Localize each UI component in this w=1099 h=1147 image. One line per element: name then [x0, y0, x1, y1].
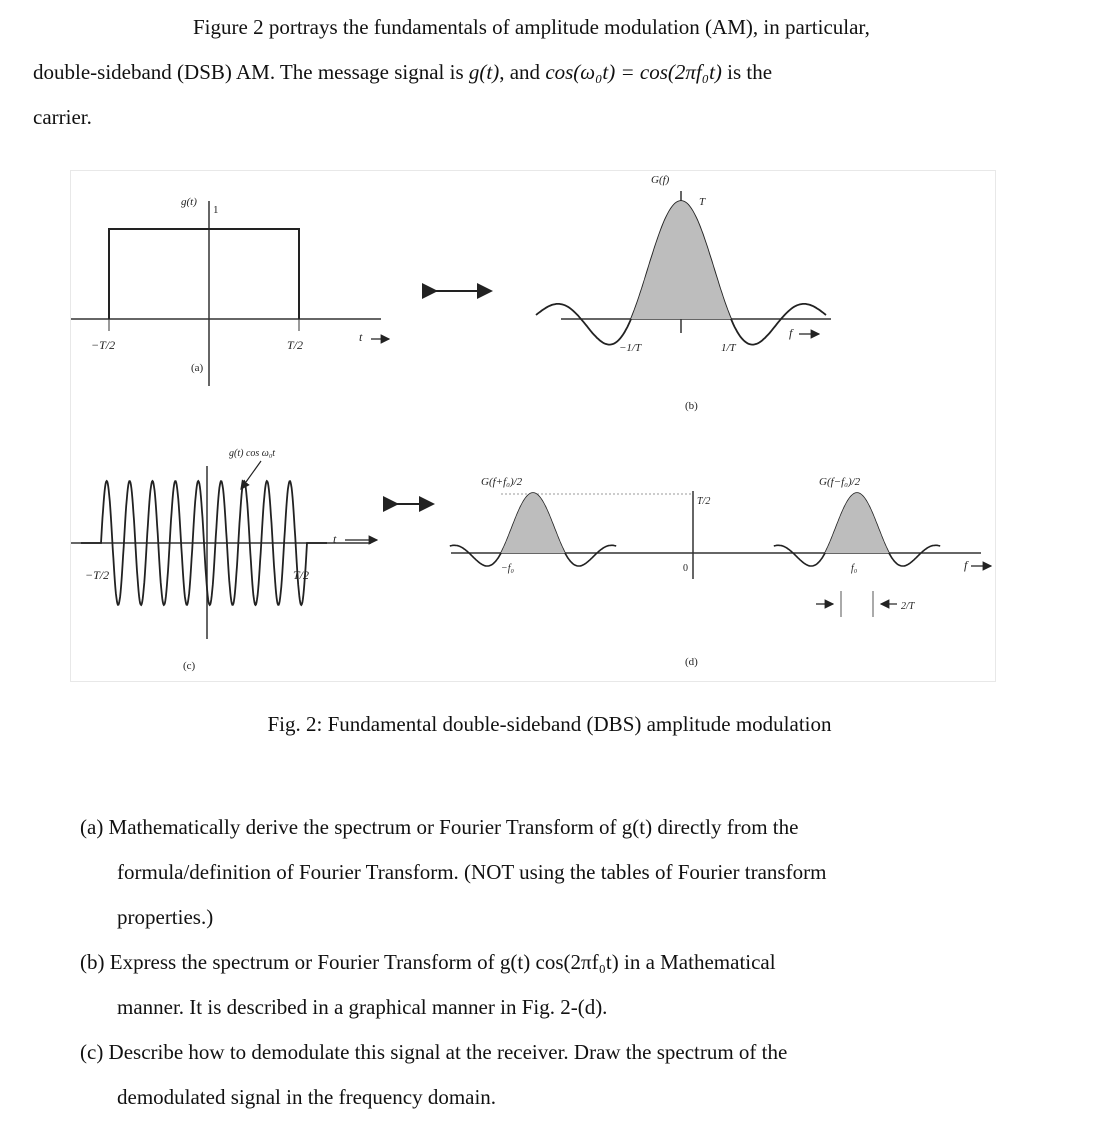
question-b-line-1: (b) Express the spectrum or Fourier Transform of g(t) cos(2πf₀t) in a Mathematical: [80, 950, 776, 974]
panel-c-t-axis-label: t: [333, 532, 337, 546]
figure-2: [70, 170, 996, 682]
message-signal-symbol: g(t): [468, 60, 500, 84]
panel-b-f-axis-label: f: [789, 326, 793, 340]
panel-b-peak: T: [699, 196, 706, 208]
panel-c-pointer: [241, 461, 261, 489]
figure-caption: Fig. 2: Fundamental double-sideband (DBS) amplitude modulation: [267, 712, 832, 736]
rect-pulse: [109, 229, 299, 319]
intro-line-1: Figure 2 portrays the fundamentals of amplitude modulation (AM), in particular,: [193, 15, 870, 39]
panel-a: [71, 196, 389, 386]
intro-line-2-prefix: double-sideband (DSB) AM. The message signal is: [33, 60, 469, 84]
question-c-line-2: demodulated signal in the frequency domain.: [117, 1085, 497, 1109]
panel-b-f-left: −1/T: [619, 342, 642, 354]
question-b-line-2: manner. It is described in a graphical manner in Fig. 2-(d).: [117, 995, 608, 1019]
panel-d-width: 2/T: [901, 601, 915, 612]
panel-d-label: (d): [685, 656, 698, 668]
panel-c-ylabel: g(t) cos ω₀t: [229, 448, 276, 459]
figure-2-svg: [71, 171, 995, 681]
panel-a-amplitude: 1: [213, 204, 219, 216]
intro-line-2-suffix: is the: [721, 60, 773, 84]
panel-d-pos-f0: f₀: [851, 563, 858, 574]
panel-d-left-label: G(f+f₀)/2: [481, 476, 523, 488]
left-sideband-fill: [501, 493, 565, 553]
question-c-line-1: (c) Describe how to demodulate this signal at the receiver. Draw the spectrum of the: [80, 1040, 788, 1064]
panel-b-ylabel: G(f): [651, 174, 670, 186]
sinc-main-lobe: [631, 201, 731, 319]
carrier-expression: cos(ω₀t) = cos(2πf₀t): [545, 60, 722, 84]
panel-a-label: (a): [191, 362, 204, 374]
panel-d-peak: T/2: [697, 496, 711, 507]
panel-c-label: (c): [183, 660, 196, 672]
panel-d-f-axis-label: f: [964, 558, 968, 572]
panel-c: [71, 448, 377, 672]
panel-d-right-label: G(f−f₀)/2: [819, 476, 861, 488]
panel-a-ylabel: g(t): [181, 196, 197, 208]
panel-b-f-right: 1/T: [721, 342, 736, 354]
panel-d: [450, 476, 991, 668]
question-a-line-2: formula/definition of Fourier Transform. (NOT using the tables of Fourier transform: [117, 860, 827, 884]
right-sideband-fill: [825, 493, 889, 553]
question-a-line-1: (a) Mathematically derive the spectrum or Fourier Transform of g(t) directly from the: [80, 815, 799, 839]
panel-d-neg-f0: −f₀: [501, 563, 515, 574]
panel-c-t-left: −T/2: [85, 568, 110, 582]
intro-line-2-mid: , and: [499, 60, 546, 84]
panel-a-t-left: −T/2: [91, 338, 116, 352]
panel-a-t-right: T/2: [287, 338, 304, 352]
panel-c-t-right: T/2: [293, 568, 310, 582]
question-a-line-3: properties.): [117, 905, 214, 929]
panel-b: [536, 174, 831, 412]
intro-line-3: carrier.: [33, 105, 92, 129]
intro-line-2: [33, 62, 772, 83]
panel-a-t-axis-label: t: [359, 330, 363, 344]
panel-d-origin: 0: [683, 563, 688, 574]
panel-b-label: (b): [685, 400, 698, 412]
